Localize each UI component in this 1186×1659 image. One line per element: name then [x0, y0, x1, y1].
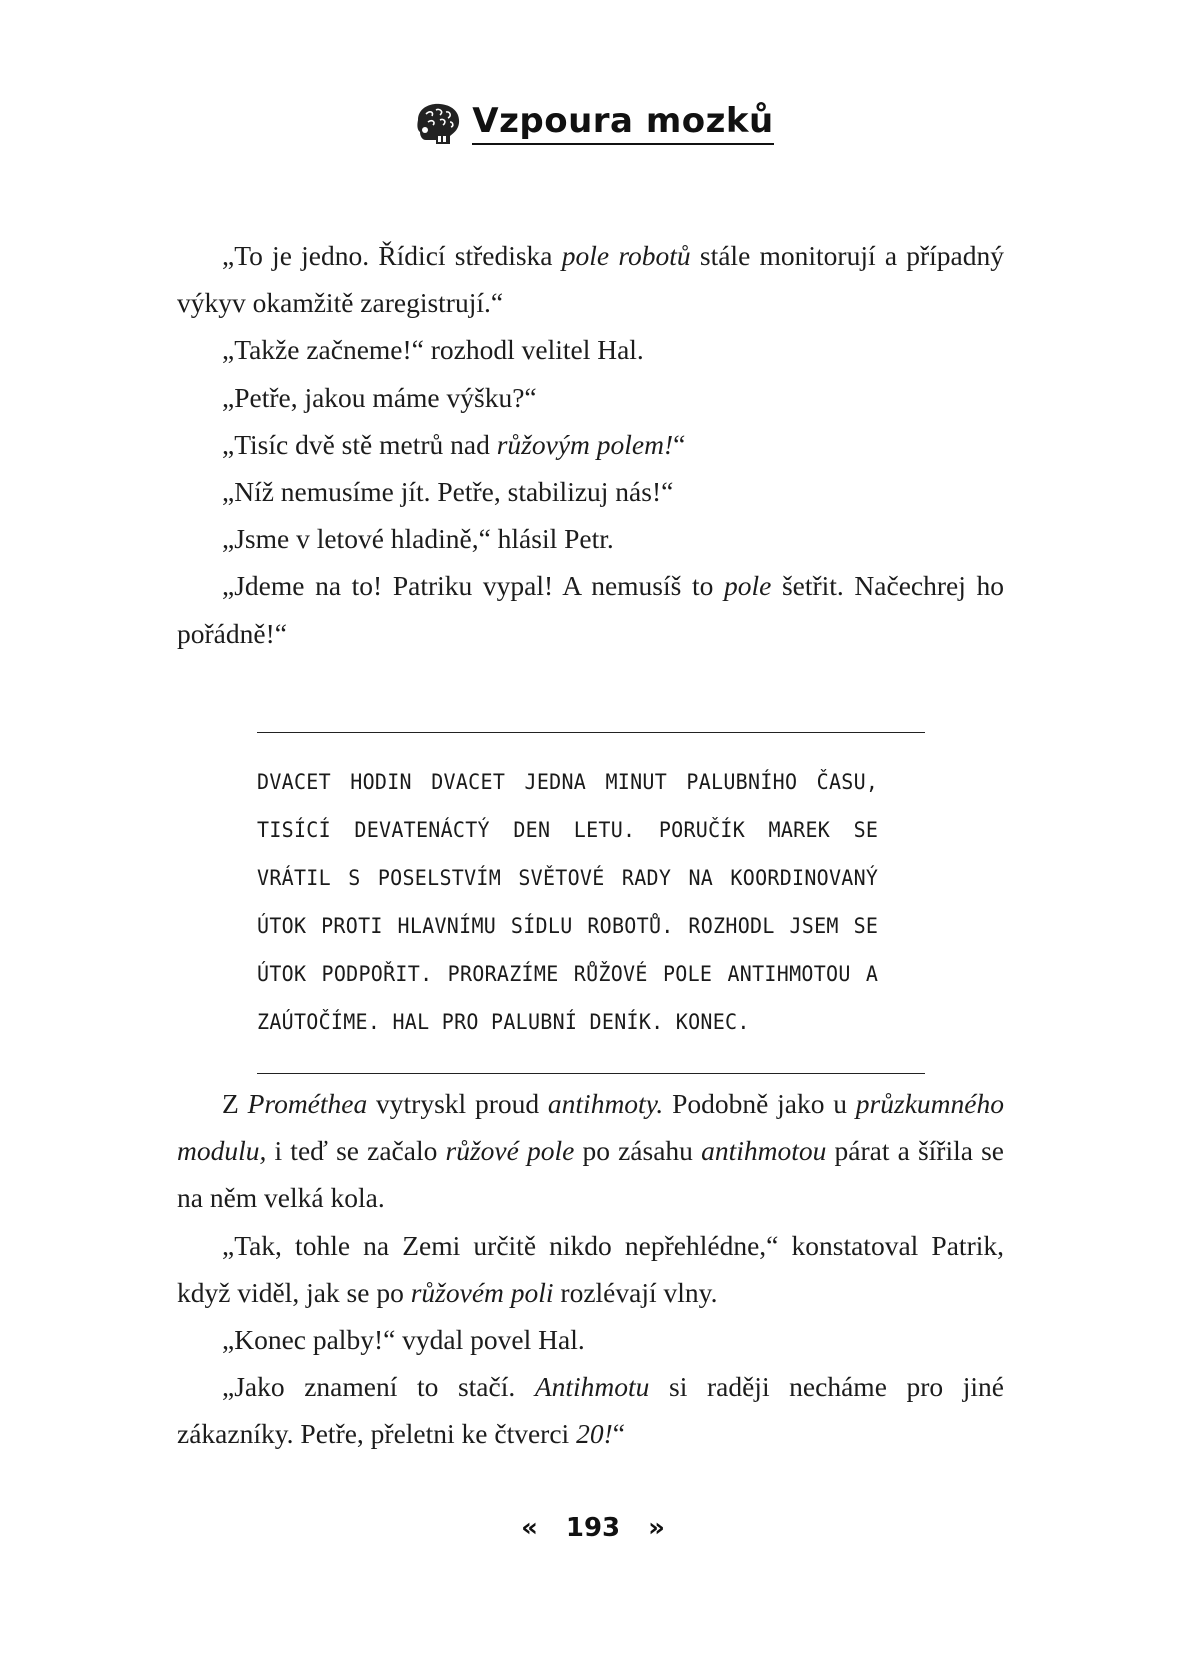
paragraph: „Níž nemusíme jít. Petře, stabilizuj nás!“ [222, 476, 674, 508]
paragraph: „Jdeme na to! Patriku vypal! A nemusíš to pole šetřit. Načechrej ho pořádně!“ [177, 570, 1004, 649]
paragraph: „Konec palby!“ vydal povel Hal. [222, 1324, 585, 1356]
running-header-title: Vzpoura mozků [472, 103, 773, 144]
brain-skull-icon [412, 100, 466, 148]
ship-log-text: DVACET HODIN DVACET JEDNA MINUT PALUBNÍHO ČASU, TISÍCÍ DEVATENÁCTÝ DEN LETU. PORUČÍK MAREK SE VRÁTIL S POSELSTVÍM SVĚTOVÉ RADY NA KOORDINOVANÝ ÚTOK PROTI HLAVNÍMU SÍDLU ROBOTŮ. ROZHODL JSEM SE ÚTOK PODPOŘIT. PRORAZÍME RŮŽOVÉ POLE ANTIHMOTOU A ZAÚTOČÍME. HAL PRO PALUBNÍ DENÍK. KONEC. [257, 770, 879, 1035]
footer-right-guillemet: » [648, 1513, 665, 1543]
paragraph: „Takže začneme!“ rozhodl velitel Hal. [222, 334, 644, 366]
paragraph: Z Prométhea vytryskl proud antihmoty. Podobně jako u průzkumného modulu, i teď se začalo růžové pole po zásahu antihmotou párat a šířila se na něm velká kola. [177, 1088, 1005, 1214]
paragraph: „Petře, jakou máme výšku?“ [222, 381, 537, 413]
paragraph: „Tisíc dvě stě metrů nad růžovým polem!“ [222, 428, 686, 460]
ship-log-box [257, 732, 925, 1074]
text-block-bottom [177, 1080, 1004, 1458]
paragraph: „Jako znamení to stačí. Antihmotu si raději necháme pro jiné zákazníky. Petře, přeletni ke čtverci 20!“ [177, 1371, 1004, 1450]
paragraph: „Tak, tohle na Zemi určitě nikdo nepřehlédne,“ konstatoval Patrik, když viděl, jak se po růžovém poli rozlévají vlny. [177, 1229, 1004, 1308]
paragraph: „Jsme v letové hladině,“ hlásil Petr. [222, 523, 614, 555]
text-block-top [177, 232, 1004, 657]
page-number: 193 [565, 1513, 621, 1543]
paragraph: „To je jedno. Řídicí střediska pole robotů stále monitorují a případný výkyv okamžitě zaregistrují.“ [177, 240, 1005, 319]
running-header [0, 100, 1186, 148]
page-footer [0, 1513, 1186, 1543]
footer-left-guillemet: « [521, 1513, 538, 1543]
